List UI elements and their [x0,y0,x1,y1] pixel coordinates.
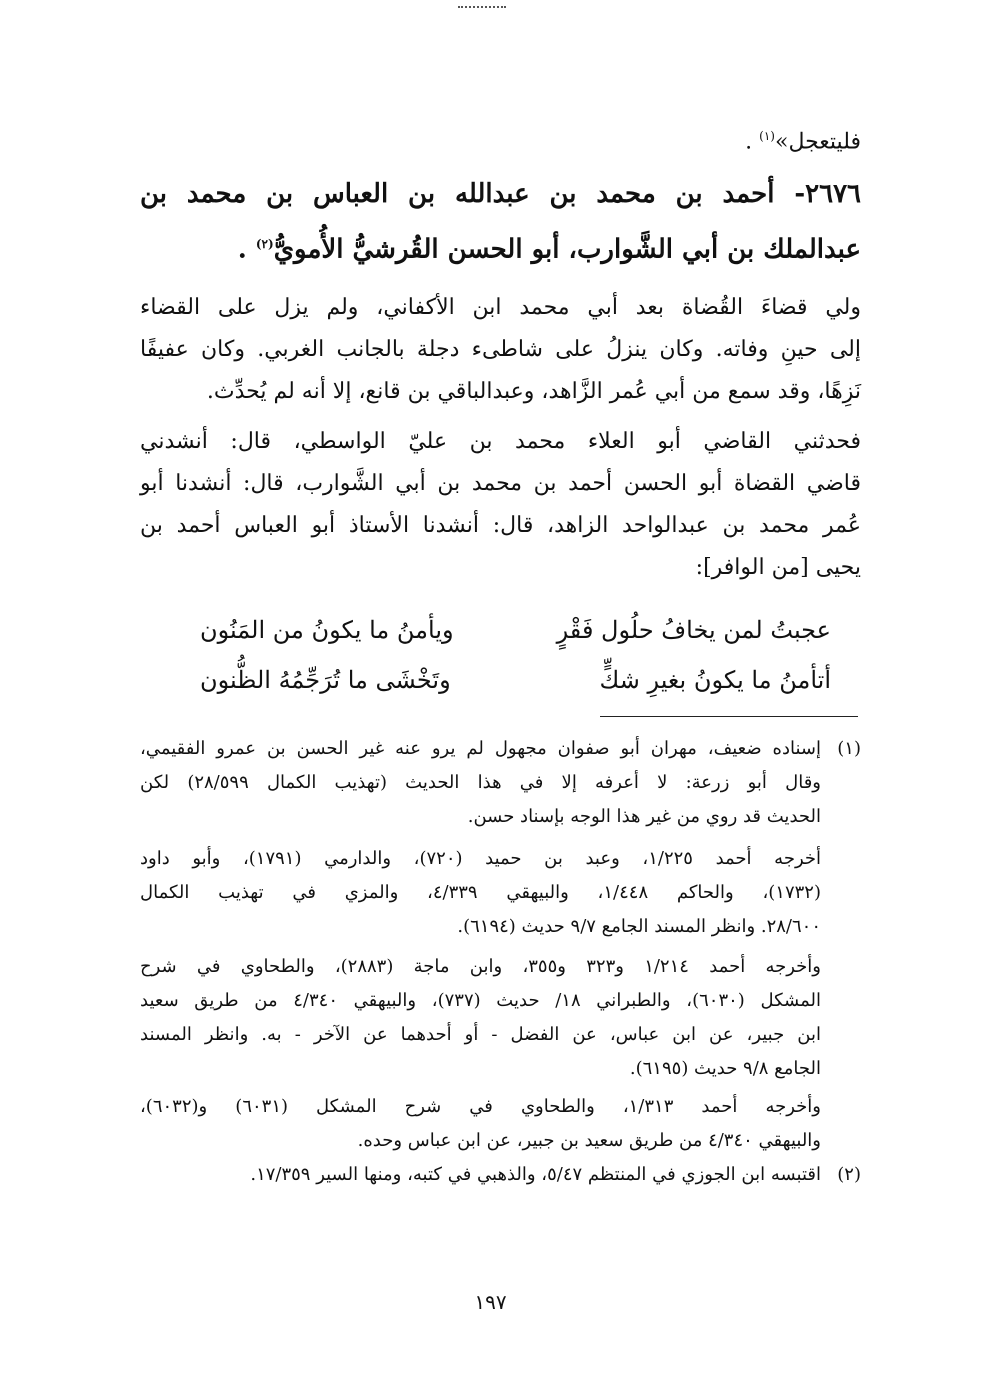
footnote-1-para3-line-2: المشكل (٦٠٣٠)، والطبراني ١٨/ حديث (٧٣٧)، والبيهقي ٤/٣٤٠ من طريق سعيد [140,990,821,1011]
footnote-1-para4-line-2: والبيهقي ٤/٣٤٠ من طريق سعيد بن جبير، عن ابن عباس وحده. [357,1130,821,1151]
footnote-1-para4-line-1: وأخرجه أحمد ١/٣١٣، والطحاوي في شرح المشكل (٦٠٣١) و(٦٠٣٢)، [140,1096,821,1117]
page-number: ١٩٧ [474,1290,507,1314]
footnote-1-line-3: الحديث قد روي من غير هذا الوجه بإسناد حسن. [467,806,821,827]
footnote-separator [600,716,858,717]
header-mark [458,6,506,8]
verse-1-second-hemistich: ويأمنُ ما يكونُ من المَنُون [200,616,454,644]
paragraph-2-line-4: يحيى [من الوافر]: [695,555,861,580]
verse-2-first-hemistich: أتأمنُ ما يكونُ بغيرِ شكٍّ [599,666,831,694]
entry-heading-end: . [237,234,256,265]
paragraph-2-line-3: عُمر محمد بن عبدالواحد الزاهد، قال: أنشدنا الأستاذ أبو العباس أحمد بن [140,513,861,538]
entry-heading-line-1: ٢٦٧٦- أحمد بن محمد بن عبدالله بن العباس بن محمد بن [140,179,861,209]
footnote-1-para2-line-2: (١٧٣٢)، والحاكم ١/٤٤٨، والبيهقي ٤/٣٣٩، والمزي في تهذيب الكمال [140,882,821,903]
footnote-1-para2-line-1: أخرجه أحمد ١/٢٢٥، وعبد بن حميد (٧٢٠)، والدارمي (١٧٩١)، وأبو داود [140,848,822,869]
entry-heading-text: عبدالملك بن أبي الشَّوارب، أبو الحسن القُرشيُّ الأُمويُّ [273,234,861,265]
paragraph-1-line-3: نَزِهًا، وقد سمع من أبي عُمر الزَّاهد، وعبدالباقي بن قانع، إلا أنه لم يُحدِّث. [206,379,861,404]
paragraph-1-line-2: إلى حينِ وفاته. وكان ينزلُ على شاطىء دجلة بالجانب الغربي. وكان عفيفًا [140,337,861,362]
footnote-1-para2-line-3: ٢٨/٦٠٠. وانظر المسند الجامع ٩/٧ حديث (٦١٩٤). [457,916,821,937]
footnote-1-line-1: إسناده ضعيف، مهران أبو صفوان مجهول لم يرو عنه غير الحسن بن عمرو الفقيمي، [140,738,821,759]
paragraph-2-line-2: قاضي القضاة أبو الحسن أحمد بن محمد بن أبي الشَّوارب، قال: أنشدنا أبو [140,471,861,496]
continued-text [745,118,861,160]
footnote-1-number: (١) [837,738,861,759]
entry-heading-line-2 [238,222,861,272]
paragraph-1-line-1: ولي قضاءَ القُضاة بعد أبي محمد ابن الأكفاني، ولم يزل على القضاء [140,295,861,320]
footnote-1-para3-line-1: وأخرجه أحمد ١/٢١٤ و٣٢٣ و٣٥٥، وابن ماجة (٢٨٨٣)، والطحاوي في شرح [140,956,821,977]
footnote-marker-2: (٢) [255,237,274,251]
footnote-marker-1: (١) [759,129,775,143]
footnote-2-number: (٢) [837,1164,861,1185]
continued-end: . [745,129,760,155]
verse-1-first-hemistich: عجبتُ لمن يخافُ حلُول فَقْرٍ [556,616,831,644]
footnote-1-para3-line-4: الجامع ٩/٨ حديث (٦١٩٥). [629,1058,821,1079]
footnote-2-line: اقتبسه ابن الجوزي في المنتظم ٥/٤٧، والذهبي في كتبه، ومنها السير ١٧/٣٥٩. [250,1164,821,1185]
continued-word: فليتعجل» [774,129,861,155]
footnote-1-para3-line-3: ابن جبير، عن ابن عباس، عن الفضل - أو أحدهما عن الآخر - به. وانظر المسند [140,1024,821,1045]
footnote-1-line-2: وقال أبو زرعة: لا أعرفه إلا في هذا الحديث (تهذيب الكمال ٢٨/٥٩٩) لكن [140,772,821,793]
verse-2-second-hemistich: وتَخْشَى ما تُرَجِّمُهُ الظُّنون [200,666,451,694]
paragraph-2-line-1: فحدثني القاضي أبو العلاء محمد بن عليّ الواسطي، قال: أنشدني [140,429,861,454]
